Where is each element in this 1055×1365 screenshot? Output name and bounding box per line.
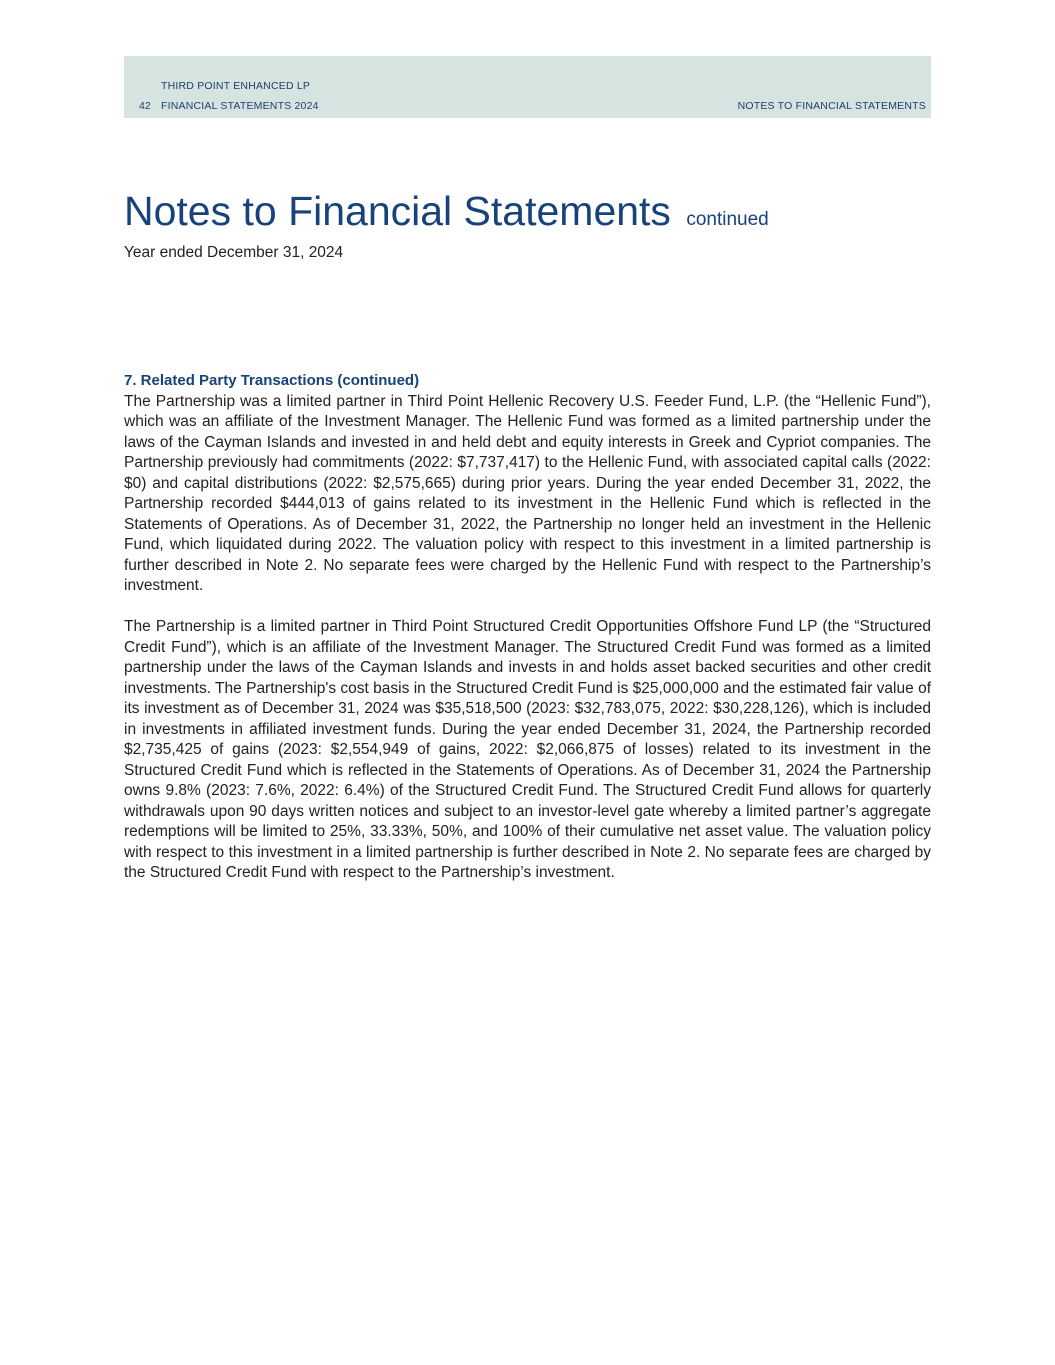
paragraph-hellenic-fund: The Partnership was a limited partner in Third Point Hellenic Recovery U.S. Feeder Fund, L.P. (the “Hellenic Fund”), which was an affiliate of the Investment Manager. The Hellenic Fund was formed as a limited partnership under the laws of the Cayman Islands and invested in and held debt and equity interests in Greek and Cypriot companies. The Partnership previously had commitments (2022: $7,737,417) to the Hellenic Fund, with associated capital calls (2022: $0) and capital distributions (2022: $2,575,665) during prior years. During the year ended December 31, 2022, the Partnership recorded $444,013 of gains related to its investment in the Hellenic Fund which is reflected in the Statements of Operations. As of December 31, 2022, the Partnership no longer held an investment in the Hellenic Fund, which liquidated during 2022. The valuation policy with respect to this investment in a limited partnership is further described in Note 2. No separate fees were charged by the Hellenic Fund with respect to the Partnership’s investment. xyxy=(124,392,931,594)
page-header xyxy=(124,56,931,118)
notes-content xyxy=(124,371,931,884)
page-title-main: Notes to Financial Statements xyxy=(124,188,671,234)
section-heading: 7. Related Party Transactions (continued) xyxy=(124,372,420,389)
page-number: 42 xyxy=(139,100,151,112)
paragraph-structured-credit-fund: The Partnership is a limited partner in Third Point Structured Credit Opportunities Offshore Fund LP (the “Structured Credit Fund”), which is an affiliate of the Investment Manager. The Structured Credit Fund was formed as a limited partnership under the laws of the Cayman Islands and invests in and holds asset backed securities and other credit investments. The Partnership's cost basis in the Structured Credit Fund is $25,000,000 and the estimated fair value of its investment as of December 31, 2024 was $35,518,500 (2023: $32,783,075, 2022: $30,228,126), which is included in investments in affiliated investment funds. During the year ended December 31, 2024, the Partnership recorded $2,735,425 of gains (2023: $2,554,949 of gains, 2022: $2,066,875 of losses) related to its investment in the Structured Credit Fund which is reflected in the Statements of Operations. As of December 31, 2024 the Partnership owns 9.8% (2023: 7.6%, 2022: 6.4%) of the Structured Credit Fund. The Structured Credit Fund allows for quarterly withdrawals upon 90 days written notices and subject to an investor-level gate whereby a limited partner’s aggregate redemptions will be limited to 25%, 33.33%, 50%, and 100% of their cumulative net asset value. The valuation policy with respect to this investment in a limited partnership is further described in Note 2. No separate fees are charged by the Structured Credit Fund with respect to the Partnership’s investment. xyxy=(124,618,931,881)
header-report-title: FINANCIAL STATEMENTS 2024 xyxy=(161,100,319,112)
page-title xyxy=(124,188,769,235)
header-section-title: NOTES TO FINANCIAL STATEMENTS xyxy=(737,100,926,112)
page-title-continued: continued xyxy=(686,209,769,230)
header-company-name: THIRD POINT ENHANCED LP xyxy=(161,80,311,92)
page-subtitle: Year ended December 31, 2024 xyxy=(124,244,344,261)
